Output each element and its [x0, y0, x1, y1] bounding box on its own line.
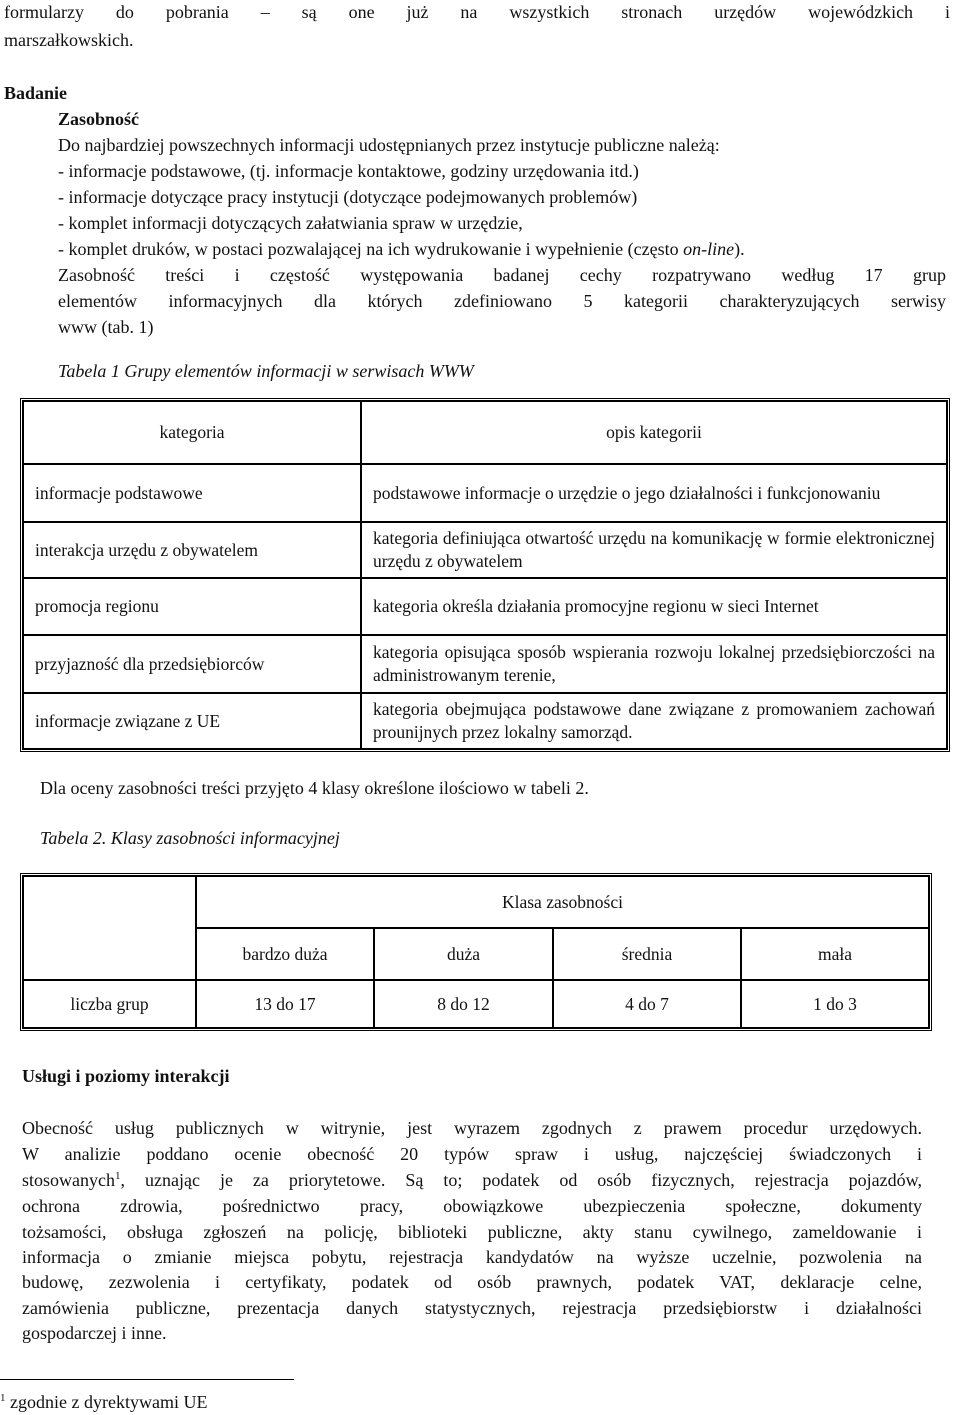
uslugi-line-3-rest: , uznając je za priorytetowe. Są to; podatek od osób fizycznych, rejestracja pojazdów,: [120, 1170, 922, 1190]
table-row: [361, 464, 947, 522]
table2-value-cell: [374, 980, 553, 1028]
table-1: [20, 398, 950, 752]
table1-category-cell: przyjazność dla przedsiębiorców: [35, 653, 265, 674]
table-row: [361, 578, 947, 635]
uslugi-line-8: zamówienia publiczne, prezentacja danych statystycznych, rejestracja przedsiębiorstw i działalności: [22, 1298, 922, 1318]
footnote-mark: 1: [0, 1392, 6, 1404]
section-heading-uslugi: Usługi i poziomy interakcji: [22, 1066, 230, 1086]
table2-class-cell: [741, 928, 929, 980]
table1-description-cell: kategoria określa działania promocyjne regionu w sieci Internet: [373, 596, 819, 616]
table-row: [23, 464, 361, 522]
subheading-zasobnosc: Zasobność: [58, 109, 140, 129]
badanie-para-line-3: www (tab. 1): [58, 317, 154, 337]
table2-intro-sentence: Dla oceny zasobności treści przyjęto 4 klasy określone ilościowo w tabeli 2.: [40, 778, 589, 798]
table2-class-label: bardzo duża: [242, 943, 328, 964]
uslugi-line-3: [22, 1168, 922, 1193]
table1-description-cell: kategoria obejmująca podstawowe dane związane z promowaniem zachowań prounijnych przez lokalny samorząd.: [373, 699, 935, 742]
table1-header-category: [23, 401, 361, 464]
table2-class-label: średnia: [621, 943, 673, 964]
badanie-line-5-text: - komplet druków, w postaci pozwalającej na ich wydrukowanie i wypełnienie (często: [58, 239, 684, 259]
table2-blank-corner: [23, 876, 196, 980]
table1-category-cell: informacje podstawowe: [35, 482, 203, 503]
badanie-line-5: [58, 237, 745, 262]
uslugi-line-2: W analizie poddano ocenie obecność 20 typów spraw i usług, najczęściej świadczonych i: [22, 1144, 922, 1164]
table1-header-category-label: kategoria: [159, 422, 225, 442]
table-row: [361, 693, 947, 749]
footnote-text: zgodnie z dyrektywami UE: [5, 1392, 208, 1412]
table1-category-cell: promocja regionu: [35, 596, 159, 616]
uslugi-line-3-start: stosowanych: [22, 1170, 115, 1190]
badanie-line-1: Do najbardziej powszechnych informacji udostępnianych przez instytucje publiczne należą:: [58, 135, 720, 155]
table2-value: 4 do 7: [625, 993, 669, 1014]
uslugi-line-7: budowę, zezwolenia i certyfikaty, podatek od osób prawnych, podatek VAT, deklaracje celne,: [22, 1272, 922, 1292]
table2-header-label: Klasa zasobności: [501, 891, 623, 912]
table-row: [23, 578, 361, 635]
intro-line-1: formularzy do pobrania – są one już na wszystkich stronach urzędów wojewódzkich i: [4, 2, 950, 22]
uslugi-line-9: gospodarczej i inne.: [22, 1323, 167, 1343]
table-row: [23, 522, 361, 578]
table2-class-cell: [374, 928, 553, 980]
table2-header: [196, 876, 929, 928]
table2-class-label: duża: [446, 943, 481, 964]
table-2: [20, 873, 932, 1031]
uslugi-line-5: tożsamości, obsługa zgłoszeń na policję, biblioteki publiczne, akty stanu cywilnego, zameldowanie i: [22, 1222, 922, 1242]
table1-description-cell: kategoria opisująca sposób wspierania rozwoju lokalnej przedsiębiorczości na administrowanym terenie,: [373, 642, 935, 685]
table-row: [23, 693, 361, 749]
table2-row-label-text: liczba grup: [70, 993, 149, 1014]
badanie-line-4: - komplet informacji dotyczących załatwiania spraw w urzędzie,: [58, 213, 523, 233]
footnote: [0, 1390, 207, 1415]
section-heading-badanie: Badanie: [4, 83, 68, 103]
uslugi-line-6: informacja o zmianie miejsca pobytu, rejestracja kandydatów na wyższe uczelnie, pozwolenia na: [22, 1247, 922, 1267]
table1-category-cell: interakcja urzędu z obywatelem: [35, 539, 259, 560]
badanie-para-line-2: elementów informacyjnych dla których zdefiniowano 5 kategorii charakteryzujących serwisy: [58, 291, 946, 311]
table2-value: 8 do 12: [437, 993, 490, 1014]
table2-row-label: [23, 980, 196, 1028]
table2-value: 13 do 17: [254, 993, 316, 1014]
table2-value: 1 do 3: [813, 993, 857, 1014]
table-row: [361, 522, 947, 578]
table2-class-label: mała: [817, 943, 852, 964]
uslugi-line-1: Obecność usług publicznych w witrynie, jest wyrazem zgodnych z prawem procedur urzędowych.: [22, 1118, 922, 1138]
table2-class-cell: [553, 928, 741, 980]
table2-value-cell: [741, 980, 929, 1028]
online-term: on-line: [683, 239, 735, 259]
badanie-para-line-1: Zasobność treści i częstość występowania badanej cechy rozpatrywano według 17 grup: [58, 265, 946, 285]
table-row: [361, 635, 947, 693]
uslugi-line-4: ochrona zdrowia, pośrednictwo pracy, obowiązkowe ubezpieczenia społeczne, dokumenty: [22, 1196, 922, 1216]
table2-value-cell: [196, 980, 374, 1028]
table1-header-description-label: opis kategorii: [606, 422, 702, 442]
table2-caption: Tabela 2. Klasy zasobności informacyjnej: [40, 828, 340, 848]
footnote-reference: 1: [115, 1170, 121, 1182]
badanie-line-2: - informacje podstawowe, (tj. informacje kontaktowe, godziny urzędowania itd.): [58, 161, 639, 181]
table1-header-description: [361, 401, 947, 464]
intro-line-2: marszałkowskich.: [4, 30, 134, 50]
table2-class-cell: [196, 928, 374, 980]
table-row: [23, 635, 361, 693]
table1-description-cell: podstawowe informacje o urzędzie o jego działalności i funkcjonowaniu: [373, 482, 881, 503]
table1-category-cell: informacje związane z UE: [35, 710, 221, 731]
footnote-separator: [0, 1379, 294, 1380]
table1-caption: Tabela 1 Grupy elementów informacji w serwisach WWW: [58, 361, 474, 381]
badanie-line-5-end: ).: [734, 239, 745, 259]
table1-description-cell: kategoria definiująca otwartość urzędu na komunikację w formie elektronicznej urzędu z obywatelem: [373, 528, 935, 571]
table2-value-cell: [553, 980, 741, 1028]
badanie-line-3: - informacje dotyczące pracy instytucji (dotyczące podejmowanych problemów): [58, 187, 638, 207]
